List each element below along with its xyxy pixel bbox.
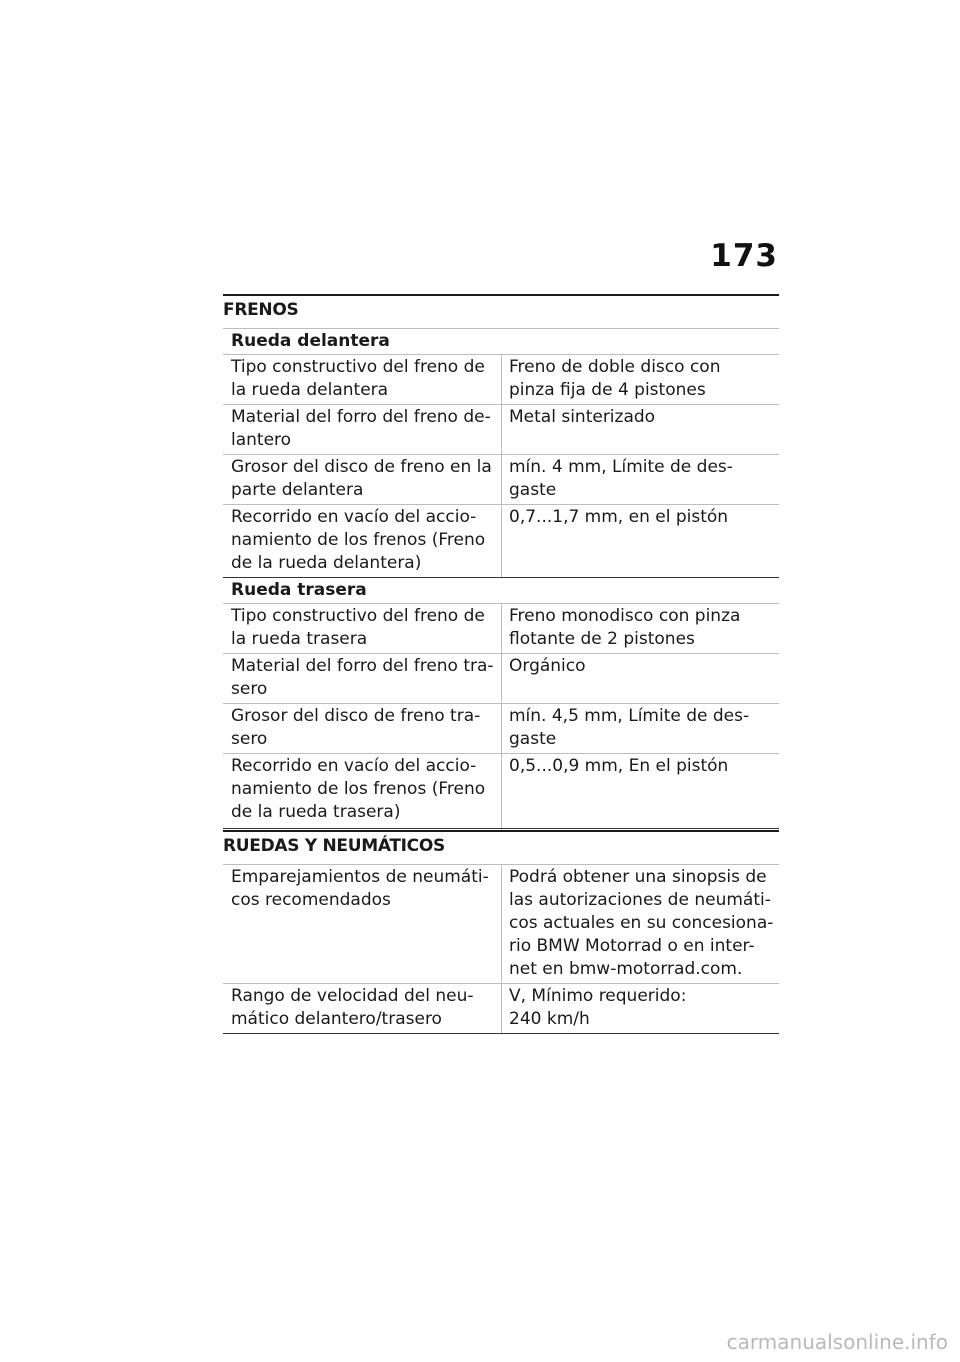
table-row <box>223 704 779 754</box>
spec-label: Tipo constructivo del freno de la rueda delantera <box>223 355 502 404</box>
spec-value: 0,5...0,9 mm, En el pistón <box>509 756 729 776</box>
section-title: FRENOS <box>223 294 779 329</box>
spec-label: Recorrido en vacío del accio- namiento de los frenos (Freno de la rueda trasera) <box>223 754 502 828</box>
table-row <box>223 654 779 704</box>
spec-value: mín. 4,5 mm, Límite de des- gaste <box>509 706 750 749</box>
spec-value: Freno monodisco con pinza flotante de 2 pistones <box>509 606 741 649</box>
table-row <box>223 355 779 405</box>
table-row <box>223 984 779 1034</box>
watermark-logo: carmanualsonline.info <box>726 1330 948 1354</box>
page-number: 173 <box>710 238 778 274</box>
spec-label: Recorrido en vacío del accio- namiento de los frenos (Freno de la rueda delantera) <box>223 505 502 577</box>
spec-label: Grosor del disco de freno en la parte delantera <box>223 455 502 504</box>
spec-value: 0,7...1,7 mm, en el pistón <box>509 507 729 527</box>
table-row <box>223 865 779 984</box>
section-title: RUEDAS Y NEUMÁTICOS <box>223 830 779 865</box>
spec-value: V, Mínimo requerido: 240 km/h <box>509 986 687 1029</box>
section-frenos <box>223 294 779 829</box>
spec-value: Orgánico <box>509 656 586 676</box>
spec-value: Freno de doble disco con pinza fija de 4 pistones <box>509 357 721 400</box>
spec-label: Grosor del disco de freno tra- sero <box>223 704 502 753</box>
table-row <box>223 455 779 505</box>
spec-label: Rango de velocidad del neu- mático delantero/trasero <box>223 984 502 1033</box>
subsection-title: Rueda delantera <box>223 329 779 355</box>
spec-label: Material del forro del freno tra- sero <box>223 654 502 703</box>
spec-label: Emparejamientos de neumáti- cos recomendados <box>223 865 502 983</box>
table-row <box>223 604 779 654</box>
spec-label: Tipo constructivo del freno de la rueda trasera <box>223 604 502 653</box>
section-ruedas-neumaticos <box>223 830 779 1034</box>
table-row <box>223 505 779 577</box>
spec-value: Metal sinterizado <box>509 407 656 427</box>
spec-value: mín. 4 mm, Límite de des- gaste <box>509 457 733 500</box>
spec-label: Material del forro del freno de- lantero <box>223 405 502 454</box>
subsection-title: Rueda trasera <box>223 577 779 604</box>
table-row <box>223 754 779 829</box>
spec-value: Podrá obtener una sinopsis de las autorizaciones de neumáti- cos actuales en su concesiona- rio BMW Motorrad o en inter- net en bmw-motorrad.com. <box>509 867 774 979</box>
table-row <box>223 405 779 455</box>
